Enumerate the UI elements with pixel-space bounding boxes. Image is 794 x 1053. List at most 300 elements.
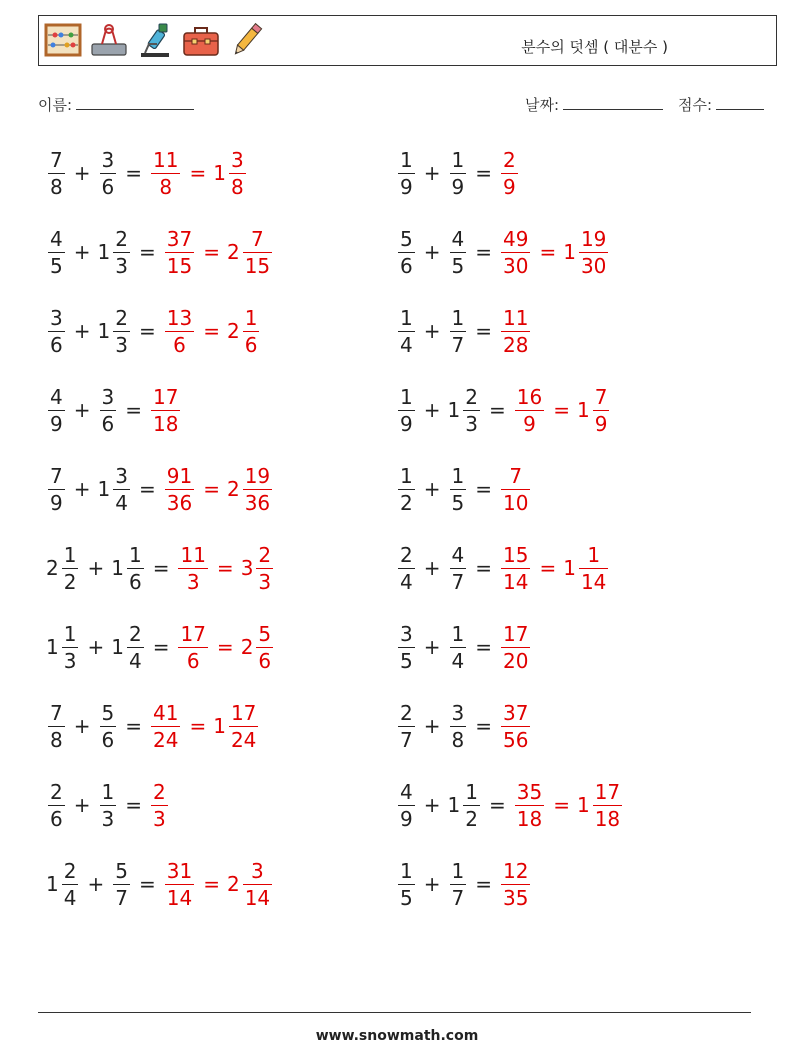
numerator: 7 <box>509 463 523 488</box>
first-addend <box>46 542 80 595</box>
first-addend <box>396 147 417 200</box>
plus-sign: + <box>73 240 91 264</box>
improper-result <box>515 384 544 437</box>
plus-sign: + <box>423 161 441 185</box>
fraction <box>593 384 610 437</box>
problem-9 <box>46 458 274 520</box>
fraction <box>398 226 415 279</box>
numerator: 4 <box>451 542 465 567</box>
denominator: 18 <box>516 806 543 831</box>
fraction <box>229 700 258 753</box>
numerator: 4 <box>50 226 63 251</box>
improper-result <box>501 542 530 595</box>
improper-result <box>178 621 207 674</box>
plus-sign: + <box>423 398 441 422</box>
whole-part: 1 <box>213 714 226 738</box>
footer-url: www.snowmath.com <box>315 1028 479 1044</box>
fraction <box>48 305 65 358</box>
improper-result <box>501 700 530 753</box>
fraction <box>398 463 415 516</box>
denominator: 3 <box>465 411 478 436</box>
plus-sign: + <box>87 872 105 896</box>
fraction <box>113 463 130 516</box>
answer <box>499 226 610 279</box>
mixed-result <box>213 700 260 753</box>
numerator: 1 <box>400 305 413 330</box>
plus-sign: + <box>73 477 91 501</box>
second-addend <box>448 779 482 832</box>
numerator: 1 <box>400 858 413 883</box>
whole-part: 1 <box>97 477 111 501</box>
numerator: 17 <box>230 700 257 725</box>
answer <box>149 384 182 437</box>
denominator: 9 <box>503 174 516 199</box>
fraction <box>100 147 117 200</box>
footer-divider <box>38 1012 751 1013</box>
numerator: 5 <box>115 858 128 883</box>
numerator: 1 <box>465 779 478 804</box>
fraction <box>243 226 272 279</box>
denominator: 30 <box>503 253 529 278</box>
equals-sign: = <box>203 240 220 264</box>
whole-part: 2 <box>226 319 240 343</box>
numerator: 7 <box>50 700 63 725</box>
numerator: 13 <box>166 305 193 330</box>
fraction <box>398 384 415 437</box>
denominator: 15 <box>166 253 193 278</box>
fraction <box>48 463 65 516</box>
mixed-result <box>577 384 611 437</box>
plus-sign: + <box>73 714 91 738</box>
first-addend <box>396 779 417 832</box>
numerator: 2 <box>258 542 272 567</box>
numerator: 49 <box>503 226 529 251</box>
fraction <box>113 226 130 279</box>
denominator: 6 <box>50 806 63 831</box>
problem-16 <box>396 695 532 757</box>
problem-10 <box>396 458 532 520</box>
score-label: 점수: <box>678 96 713 114</box>
equals-sign: = <box>152 556 170 580</box>
numerator: 11 <box>153 147 179 172</box>
denominator: 6 <box>50 332 63 357</box>
score-blank[interactable] <box>716 95 764 110</box>
denominator: 5 <box>451 490 465 515</box>
problem-12 <box>396 537 610 599</box>
answer <box>499 463 532 516</box>
first-addend <box>396 858 417 911</box>
numerator: 41 <box>153 700 179 725</box>
fraction <box>62 621 79 674</box>
problem-7 <box>46 379 182 441</box>
numerator: 17 <box>594 779 621 804</box>
second-addend <box>111 858 132 911</box>
equals-sign: = <box>553 398 570 422</box>
fraction <box>48 147 65 200</box>
fraction <box>48 700 65 753</box>
improper-result <box>501 226 530 279</box>
equals-sign: = <box>138 240 156 264</box>
mixed-result <box>227 305 261 358</box>
answer <box>176 621 275 674</box>
second-addend <box>448 858 469 911</box>
denominator: 3 <box>115 253 128 278</box>
numerator: 1 <box>451 621 465 646</box>
fraction <box>579 542 608 595</box>
plus-sign: + <box>87 556 105 580</box>
fraction <box>127 621 144 674</box>
denominator: 9 <box>594 411 608 436</box>
denominator: 6 <box>244 332 258 357</box>
first-addend <box>46 858 80 911</box>
whole-part: 1 <box>576 793 590 817</box>
equals-sign: = <box>203 319 220 343</box>
numerator: 31 <box>166 858 193 883</box>
whole-part: 1 <box>563 556 576 580</box>
denominator: 6 <box>173 332 186 357</box>
fraction <box>256 621 273 674</box>
numerator: 2 <box>503 147 516 172</box>
denominator: 6 <box>400 253 413 278</box>
fraction <box>579 226 608 279</box>
equals-sign: = <box>475 714 492 738</box>
first-addend <box>46 779 67 832</box>
numerator: 1 <box>400 463 413 488</box>
problem-3 <box>46 221 274 283</box>
improper-result <box>501 858 530 911</box>
plus-sign: + <box>423 872 441 896</box>
fraction <box>243 463 272 516</box>
first-addend <box>396 226 417 279</box>
equals-sign: = <box>475 556 492 580</box>
fraction <box>62 858 79 911</box>
problem-2 <box>396 142 520 204</box>
whole-part: 2 <box>226 872 240 896</box>
improper-result <box>151 384 180 437</box>
denominator: 5 <box>50 253 63 278</box>
problem-17 <box>46 774 170 836</box>
numerator: 7 <box>594 384 608 409</box>
numerator: 2 <box>400 542 413 567</box>
toolbox-icon <box>181 20 221 60</box>
second-addend <box>448 700 469 753</box>
numerator: 2 <box>115 226 128 251</box>
fraction <box>398 305 415 358</box>
denominator: 7 <box>451 332 465 357</box>
mixed-result <box>563 226 610 279</box>
numerator: 7 <box>50 147 63 172</box>
numerator: 2 <box>465 384 478 409</box>
second-addend <box>111 621 145 674</box>
answer <box>176 542 275 595</box>
second-addend <box>448 305 469 358</box>
whole-part: 1 <box>46 872 59 896</box>
denominator: 36 <box>166 490 193 515</box>
plus-sign: + <box>73 161 91 185</box>
answer <box>513 384 612 437</box>
fraction <box>450 621 467 674</box>
denominator: 2 <box>400 490 413 515</box>
numerator: 7 <box>50 463 63 488</box>
equals-sign: = <box>475 635 492 659</box>
denominator: 7 <box>400 727 413 752</box>
second-addend <box>448 621 469 674</box>
mixed-result <box>227 226 274 279</box>
plus-sign: + <box>73 793 91 817</box>
numerator: 91 <box>166 463 193 488</box>
plus-sign: + <box>423 319 441 343</box>
paper-clip-binder-icon <box>89 20 129 60</box>
denominator: 2 <box>465 806 478 831</box>
denominator: 9 <box>400 174 413 199</box>
worksheet-title: 분수의 덧셈 ( 대분수 ) <box>521 38 668 56</box>
plus-sign: + <box>423 714 441 738</box>
answer <box>513 779 624 832</box>
whole-part: 1 <box>213 161 226 185</box>
numerator: 16 <box>516 384 543 409</box>
equals-sign: = <box>203 477 220 501</box>
denominator: 10 <box>503 490 529 515</box>
numerator: 3 <box>451 700 465 725</box>
improper-result <box>151 700 180 753</box>
plus-sign: + <box>423 240 441 264</box>
whole-part: 1 <box>563 240 576 264</box>
second-addend <box>448 147 469 200</box>
denominator: 18 <box>153 411 179 436</box>
answer <box>499 305 532 358</box>
numerator: 1 <box>101 779 115 804</box>
fraction <box>256 542 273 595</box>
plus-sign: + <box>423 635 441 659</box>
equals-sign: = <box>475 319 492 343</box>
equals-sign: = <box>539 240 557 264</box>
equals-sign: = <box>125 161 142 185</box>
second-addend <box>448 384 482 437</box>
problem-6 <box>396 300 532 362</box>
equals-sign: = <box>138 319 156 343</box>
answer <box>163 305 262 358</box>
fraction <box>100 700 117 753</box>
fraction <box>450 463 467 516</box>
whole-part: 1 <box>447 793 461 817</box>
date-field <box>525 94 663 115</box>
numerator: 5 <box>258 621 272 646</box>
fraction <box>100 779 117 832</box>
problem-14 <box>396 616 532 678</box>
whole-part: 1 <box>111 556 124 580</box>
denominator: 30 <box>580 253 607 278</box>
fraction <box>48 226 65 279</box>
denominator: 18 <box>594 806 621 831</box>
mixed-result <box>241 621 275 674</box>
denominator: 14 <box>503 569 529 594</box>
microscope-icon <box>135 20 175 60</box>
fraction <box>450 305 467 358</box>
whole-part: 1 <box>111 635 124 659</box>
fraction <box>243 305 260 358</box>
first-addend <box>396 463 417 516</box>
numerator: 11 <box>180 542 206 567</box>
answer <box>149 700 260 753</box>
improper-result <box>165 463 194 516</box>
problem-11 <box>46 537 275 599</box>
denominator: 5 <box>451 253 465 278</box>
denominator: 2 <box>63 569 77 594</box>
fraction <box>450 147 467 200</box>
numerator: 5 <box>400 226 413 251</box>
numerator: 17 <box>180 621 206 646</box>
equals-sign: = <box>125 398 142 422</box>
answer <box>499 542 610 595</box>
equals-sign: = <box>488 398 506 422</box>
denominator: 5 <box>400 885 413 910</box>
numerator: 1 <box>63 542 77 567</box>
first-addend <box>46 226 67 279</box>
name-blank[interactable] <box>76 95 194 110</box>
answer <box>499 147 520 200</box>
problem-13 <box>46 616 275 678</box>
improper-result <box>151 147 180 200</box>
second-addend <box>448 226 469 279</box>
denominator: 14 <box>244 885 271 910</box>
denominator: 9 <box>50 490 63 515</box>
plus-sign: + <box>73 319 91 343</box>
second-addend <box>98 147 119 200</box>
whole-part: 1 <box>97 319 111 343</box>
second-addend <box>448 542 469 595</box>
denominator: 6 <box>258 648 272 673</box>
first-addend <box>396 700 417 753</box>
improper-result <box>501 305 530 358</box>
numerator: 35 <box>516 779 543 804</box>
numerator: 3 <box>400 621 413 646</box>
denominator: 4 <box>128 648 142 673</box>
answer <box>499 700 532 753</box>
second-addend <box>111 542 145 595</box>
whole-part: 2 <box>226 477 240 501</box>
fraction <box>450 858 467 911</box>
numerator: 3 <box>230 147 244 172</box>
denominator: 24 <box>153 727 179 752</box>
denominator: 14 <box>166 885 193 910</box>
denominator: 8 <box>159 174 173 199</box>
problem-20 <box>396 853 532 915</box>
denominator: 6 <box>101 411 115 436</box>
numerator: 4 <box>50 384 63 409</box>
denominator: 3 <box>101 806 115 831</box>
mixed-result <box>227 463 274 516</box>
improper-result <box>501 463 530 516</box>
plus-sign: + <box>423 793 441 817</box>
denominator: 6 <box>128 569 142 594</box>
numerator: 15 <box>503 542 529 567</box>
numerator: 5 <box>101 700 115 725</box>
second-addend <box>98 779 119 832</box>
improper-result <box>501 147 518 200</box>
equals-sign: = <box>475 872 492 896</box>
numerator: 1 <box>128 542 142 567</box>
fraction <box>398 147 415 200</box>
denominator: 14 <box>580 569 607 594</box>
equals-sign: = <box>125 793 142 817</box>
numerator: 1 <box>451 463 465 488</box>
fraction <box>450 542 467 595</box>
numerator: 11 <box>503 305 529 330</box>
whole-part: 2 <box>240 635 254 659</box>
plus-sign: + <box>423 556 441 580</box>
second-addend <box>98 226 132 279</box>
denominator: 9 <box>400 806 413 831</box>
fraction <box>463 384 480 437</box>
numerator: 3 <box>50 305 63 330</box>
numerator: 37 <box>503 700 529 725</box>
improper-result <box>165 305 194 358</box>
date-blank[interactable] <box>563 95 663 110</box>
first-addend <box>46 463 67 516</box>
mixed-result <box>577 779 624 832</box>
mixed-result <box>563 542 610 595</box>
denominator: 6 <box>101 174 115 199</box>
numerator: 7 <box>251 226 264 251</box>
header-box <box>38 15 777 66</box>
numerator: 1 <box>400 384 413 409</box>
pencil-icon <box>227 20 267 60</box>
improper-result <box>165 226 194 279</box>
equals-sign: = <box>553 793 570 817</box>
equals-sign: = <box>138 872 156 896</box>
denominator: 8 <box>50 727 63 752</box>
second-addend <box>98 305 132 358</box>
name-label: 이름: <box>38 96 73 114</box>
numerator: 1 <box>400 147 413 172</box>
answer <box>149 147 248 200</box>
equals-sign: = <box>203 872 220 896</box>
denominator: 7 <box>451 885 465 910</box>
fraction <box>113 305 130 358</box>
first-addend <box>46 147 67 200</box>
whole-part: 1 <box>97 240 111 264</box>
denominator: 35 <box>503 885 529 910</box>
denominator: 3 <box>63 648 77 673</box>
equals-sign: = <box>216 556 234 580</box>
plus-sign: + <box>423 477 441 501</box>
denominator: 20 <box>503 648 529 673</box>
denominator: 6 <box>101 727 115 752</box>
numerator: 2 <box>50 779 63 804</box>
name-field <box>38 94 194 115</box>
denominator: 8 <box>230 174 244 199</box>
numerator: 17 <box>153 384 179 409</box>
denominator: 15 <box>244 253 271 278</box>
numerator: 37 <box>166 226 193 251</box>
equals-sign: = <box>189 161 207 185</box>
numerator: 1 <box>63 621 77 646</box>
answer <box>149 779 170 832</box>
problem-8 <box>396 379 611 441</box>
numerator: 2 <box>115 305 128 330</box>
denominator: 3 <box>115 332 128 357</box>
whole-part: 1 <box>46 635 59 659</box>
numerator: 1 <box>244 305 258 330</box>
equals-sign: = <box>539 556 557 580</box>
denominator: 9 <box>523 411 536 436</box>
numerator: 19 <box>244 463 271 488</box>
plus-sign: + <box>73 398 91 422</box>
first-addend <box>396 542 417 595</box>
whole-part: 3 <box>240 556 254 580</box>
whole-part: 2 <box>46 556 59 580</box>
fraction <box>243 858 272 911</box>
